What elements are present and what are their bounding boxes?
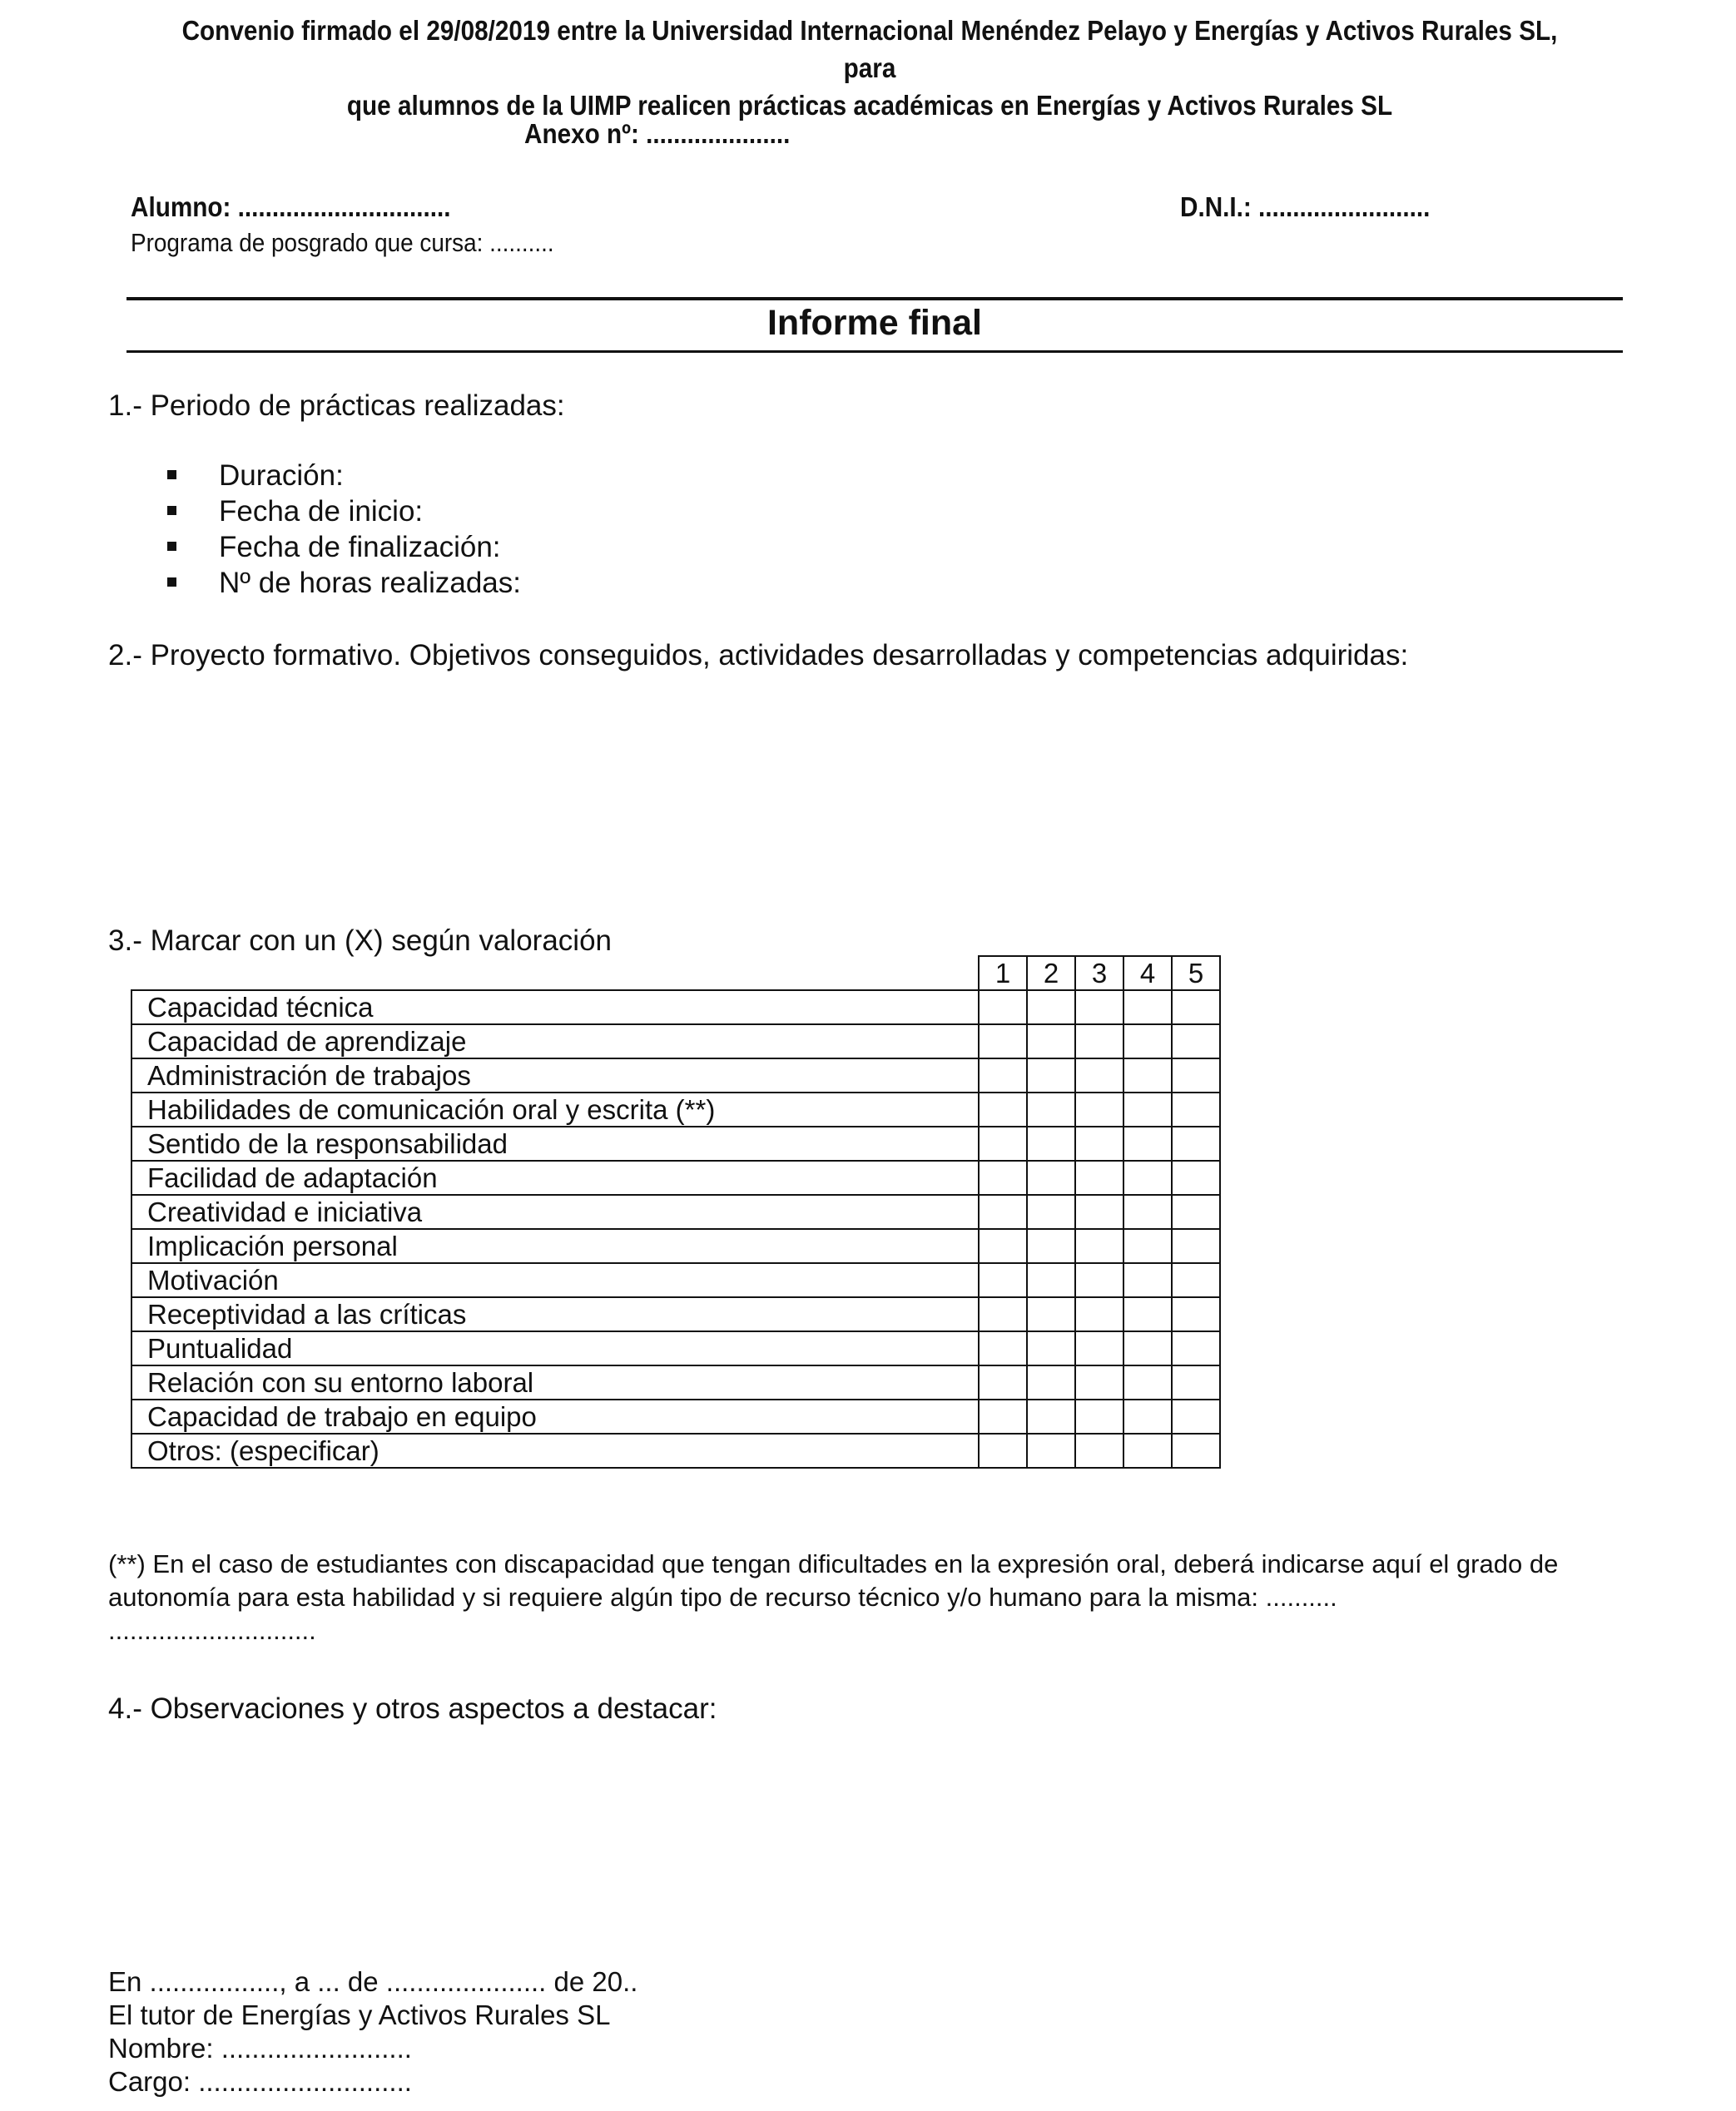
rating-cell-5[interactable] <box>1172 1331 1220 1365</box>
rating-cell-3[interactable] <box>1075 1024 1123 1058</box>
criterion-label: Capacidad técnica <box>131 990 979 1024</box>
criterion-label: Administración de trabajos <box>131 1058 979 1093</box>
rating-cell-1[interactable] <box>979 1263 1027 1297</box>
rating-cell-3[interactable] <box>1075 1058 1123 1093</box>
rating-cell-2[interactable] <box>1027 990 1075 1024</box>
rating-cell-1[interactable] <box>979 1195 1027 1229</box>
criterion-label: Capacidad de aprendizaje <box>131 1024 979 1058</box>
criterion-label: Receptividad a las críticas <box>131 1297 979 1331</box>
tutor-line: El tutor de Energías y Activos Rurales SL <box>108 2000 611 2030</box>
rating-cell-2[interactable] <box>1027 1331 1075 1365</box>
rating-cell-4[interactable] <box>1123 1229 1172 1263</box>
signature-block <box>108 1965 637 2099</box>
criterion-label: Implicación personal <box>131 1229 979 1263</box>
bullet-square-icon <box>167 577 176 587</box>
period-list <box>163 458 521 601</box>
section-1-title: 1.- Periodo de prácticas realizadas: <box>108 389 565 422</box>
criterion-label: Otros: (especificar) <box>131 1434 979 1468</box>
rating-cell-5[interactable] <box>1172 1127 1220 1161</box>
rating-cell-3[interactable] <box>1075 1161 1123 1195</box>
rating-cell-3[interactable] <box>1075 990 1123 1024</box>
rating-cell-5[interactable] <box>1172 1195 1220 1229</box>
rating-cell-4[interactable] <box>1123 1400 1172 1434</box>
rating-cell-5[interactable] <box>1172 1297 1220 1331</box>
rating-cell-3[interactable] <box>1075 1297 1123 1331</box>
table-row <box>131 990 1220 1024</box>
rating-cell-4[interactable] <box>1123 1058 1172 1093</box>
rating-cell-5[interactable] <box>1172 1400 1220 1434</box>
criterion-label: Facilidad de adaptación <box>131 1161 979 1195</box>
title-rule-bottom <box>126 350 1623 353</box>
rating-header-blank <box>131 956 979 990</box>
rating-cell-2[interactable] <box>1027 1161 1075 1195</box>
section-2-title: 2.- Proyecto formativo. Objetivos conseguidos, actividades desarrolladas y competencias adquiridas: <box>108 639 1409 671</box>
rating-cell-3[interactable] <box>1075 1365 1123 1400</box>
table-row <box>131 1434 1220 1468</box>
rating-cell-2[interactable] <box>1027 1093 1075 1127</box>
scale-header-1: 1 <box>979 956 1027 990</box>
rating-cell-1[interactable] <box>979 1127 1027 1161</box>
table-row <box>131 1024 1220 1058</box>
horas-label: Nº de horas realizadas: <box>219 567 521 599</box>
table-row <box>131 1331 1220 1365</box>
rating-cell-5[interactable] <box>1172 990 1220 1024</box>
bullet-square-icon <box>167 542 176 551</box>
rating-cell-1[interactable] <box>979 1093 1027 1127</box>
nombre-line: Nombre: ......................... <box>108 2033 412 2064</box>
table-row <box>131 1093 1220 1127</box>
note-line-1: (**) En el caso de estudiantes con discapacidad que tengan dificultades en la expresión oral, deberá indicarse aquí el grado de <box>108 1549 1559 1578</box>
fecha-inicio-label: Fecha de inicio: <box>219 495 424 528</box>
table-row <box>131 1263 1220 1297</box>
list-item <box>163 529 521 565</box>
rating-cell-5[interactable] <box>1172 1093 1220 1127</box>
rating-cell-3[interactable] <box>1075 1434 1123 1468</box>
criterion-label: Sentido de la responsabilidad <box>131 1127 979 1161</box>
rating-cell-4[interactable] <box>1123 1365 1172 1400</box>
section-4-title: 4.- Observaciones y otros aspectos a destacar: <box>108 1692 717 1725</box>
rating-cell-2[interactable] <box>1027 1400 1075 1434</box>
rating-cell-3[interactable] <box>1075 1331 1123 1365</box>
rating-cell-3[interactable] <box>1075 1263 1123 1297</box>
rating-cell-5[interactable] <box>1172 1024 1220 1058</box>
list-item <box>163 565 521 601</box>
table-row <box>131 1161 1220 1195</box>
header-line-1: Convenio firmado el 29/08/2019 entre la Universidad Internacional Menéndez Pelayo y Energías y Activos Rurales SL, para <box>181 15 1558 83</box>
table-row <box>131 1297 1220 1331</box>
page-title: Informe final <box>766 303 983 343</box>
criterion-label: Relación con su entorno laboral <box>131 1365 979 1400</box>
table-row <box>131 1365 1220 1400</box>
rating-cell-3[interactable] <box>1075 1093 1123 1127</box>
table-row <box>131 1229 1220 1263</box>
discapacidad-note <box>108 1548 1631 1648</box>
rating-cell-4[interactable] <box>1123 1263 1172 1297</box>
rating-cell-4[interactable] <box>1123 1024 1172 1058</box>
rating-table <box>131 955 1221 1469</box>
rating-cell-3[interactable] <box>1075 1229 1123 1263</box>
rating-cell-1[interactable] <box>979 990 1027 1024</box>
table-row <box>131 1127 1220 1161</box>
rating-cell-5[interactable] <box>1172 1058 1220 1093</box>
criterion-label: Capacidad de trabajo en equipo <box>131 1400 979 1434</box>
scale-header-4: 4 <box>1123 956 1172 990</box>
rating-cell-5[interactable] <box>1172 1229 1220 1263</box>
dni-field: D.N.I.: ......................... <box>1180 191 1431 222</box>
rating-cell-2[interactable] <box>1027 1434 1075 1468</box>
list-item <box>163 493 521 529</box>
rating-cell-1[interactable] <box>979 1161 1027 1195</box>
rating-cell-2[interactable] <box>1027 1263 1075 1297</box>
rating-cell-3[interactable] <box>1075 1195 1123 1229</box>
rating-cell-4[interactable] <box>1123 1195 1172 1229</box>
rating-cell-2[interactable] <box>1027 1024 1075 1058</box>
rating-cell-2[interactable] <box>1027 1297 1075 1331</box>
bullet-square-icon <box>167 506 176 515</box>
rating-cell-1[interactable] <box>979 1058 1027 1093</box>
duracion-label: Duración: <box>219 459 344 492</box>
rating-cell-1[interactable] <box>979 1434 1027 1468</box>
section-3-title: 3.- Marcar con un (X) según valoración <box>108 924 612 957</box>
programa-field: Programa de posgrado que cursa: .......... <box>131 228 554 257</box>
criterion-label: Creatividad e iniciativa <box>131 1195 979 1229</box>
rating-table-body <box>131 990 1220 1468</box>
scale-header-3: 3 <box>1075 956 1123 990</box>
scale-header-2: 2 <box>1027 956 1075 990</box>
note-line-3: ............................. <box>108 1616 316 1645</box>
rating-cell-2[interactable] <box>1027 1229 1075 1263</box>
rating-cell-4[interactable] <box>1123 1434 1172 1468</box>
criterion-label: Habilidades de comunicación oral y escrita (**) <box>131 1093 979 1127</box>
place-date-line: En ................., a ... de ..................... de 20.. <box>108 1966 638 1997</box>
rating-cell-3[interactable] <box>1075 1400 1123 1434</box>
rating-cell-4[interactable] <box>1123 1331 1172 1365</box>
rating-cell-4[interactable] <box>1123 990 1172 1024</box>
rating-cell-1[interactable] <box>979 1229 1027 1263</box>
rating-cell-4[interactable] <box>1123 1297 1172 1331</box>
rating-cell-1[interactable] <box>979 1365 1027 1400</box>
rating-cell-5[interactable] <box>1172 1161 1220 1195</box>
fecha-fin-label: Fecha de finalización: <box>219 531 501 563</box>
rating-cell-4[interactable] <box>1123 1093 1172 1127</box>
cargo-line: Cargo: ............................ <box>108 2066 412 2097</box>
rating-cell-1[interactable] <box>979 1297 1027 1331</box>
rating-cell-5[interactable] <box>1172 1365 1220 1400</box>
anexo-number: Anexo nº: ..................... <box>524 118 791 149</box>
rating-cell-1[interactable] <box>979 1331 1027 1365</box>
rating-cell-4[interactable] <box>1123 1161 1172 1195</box>
bullet-square-icon <box>167 470 176 479</box>
title-rule-top <box>126 297 1623 300</box>
rating-cell-2[interactable] <box>1027 1058 1075 1093</box>
rating-cell-2[interactable] <box>1027 1195 1075 1229</box>
rating-cell-3[interactable] <box>1075 1127 1123 1161</box>
table-row <box>131 1400 1220 1434</box>
scale-header-5: 5 <box>1172 956 1220 990</box>
table-row <box>131 1195 1220 1229</box>
rating-cell-1[interactable] <box>979 1024 1027 1058</box>
table-row <box>131 1058 1220 1093</box>
rating-cell-5[interactable] <box>1172 1434 1220 1468</box>
criterion-label: Motivación <box>131 1263 979 1297</box>
criterion-label: Puntualidad <box>131 1331 979 1365</box>
document-header <box>177 12 1563 124</box>
rating-cell-5[interactable] <box>1172 1263 1220 1297</box>
list-item <box>163 458 521 493</box>
rating-cell-2[interactable] <box>1027 1127 1075 1161</box>
header-line-2: que alumnos de la UIMP realicen prácticas académicas en Energías y Activos Rurales SL <box>346 90 1393 121</box>
rating-cell-1[interactable] <box>979 1400 1027 1434</box>
rating-cell-2[interactable] <box>1027 1365 1075 1400</box>
rating-cell-4[interactable] <box>1123 1127 1172 1161</box>
note-line-2: autonomía para esta habilidad y si requiere algún tipo de recurso técnico y/o humano para la misma: .......... <box>108 1583 1337 1612</box>
alumno-field: Alumno: ............................... <box>131 191 451 222</box>
